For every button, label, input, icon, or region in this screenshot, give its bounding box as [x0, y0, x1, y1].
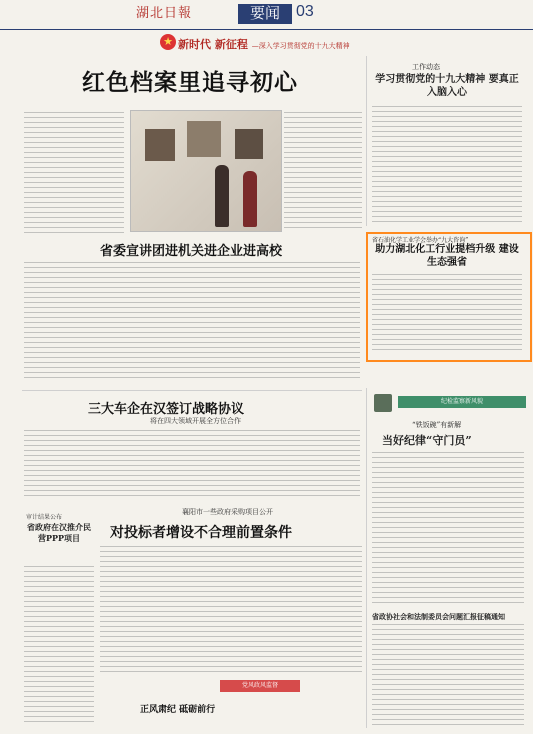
framed-portrait [145, 129, 175, 161]
section-label: 要闻 [238, 4, 292, 24]
second-headline: 省委宣讲团进机关进企业进高校 [100, 244, 283, 259]
right-top-headline: 学习贯彻党的十九大精神 要真正入脑入心 [375, 74, 519, 98]
fourth-kicker: 襄阳市一些政府采购项目公开 [182, 508, 273, 516]
right-top-body [372, 106, 522, 224]
section-divider [22, 390, 362, 391]
banner-subtitle: —深入学习贯彻党的十九大精神 [251, 42, 350, 50]
framed-portrait [187, 121, 221, 157]
right-mid-headline: 当好纪律“守门员” [382, 434, 472, 447]
column-divider [366, 56, 367, 226]
column-photo [374, 394, 392, 412]
newspaper-logo: 湖北日報 [136, 6, 193, 21]
second-body [24, 262, 360, 382]
right-mid-body [372, 452, 524, 604]
highlighted-kicker: 省石油化学工业学会举办“九大咨询” [372, 237, 469, 244]
fourth-headline: 对投标者增设不合理前置条件 [110, 525, 292, 541]
right-bottom-headline: 省政协社会和法制委员会问题汇报征稿通知 [372, 612, 505, 621]
left-box-kicker: 审计结果公布 [26, 514, 63, 521]
lead-photo [130, 110, 282, 232]
lead-headline: 红色档案里追寻初心 [82, 69, 298, 96]
right-bottom-body [372, 624, 524, 728]
banner-title: 新时代 新征程 [178, 38, 248, 51]
highlighted-body [372, 274, 522, 354]
right-mid-kicker: “铁饭碗”有新解 [412, 421, 462, 429]
banner [178, 36, 350, 52]
visitor-figure [243, 171, 257, 227]
lead-body-text-right [284, 112, 362, 232]
lead-body-text [24, 112, 124, 236]
column-divider [366, 388, 367, 728]
highlighted-headline: 助力湖北化工行业提档升级 建设生态强省 [375, 244, 519, 268]
left-box-body [24, 566, 94, 726]
right-top-kicker: 工作动态 [412, 63, 440, 71]
third-subheadline: 将在四大领域开展全方位合作 [150, 417, 241, 425]
visitor-figure [215, 165, 229, 227]
party-emblem-icon: ★ [160, 34, 176, 50]
party-style-bar: 党风政风监督 [220, 680, 300, 692]
left-box-headline: 省政府在汉推介民营PPP项目 [27, 522, 91, 543]
page-number: 03 [296, 3, 314, 20]
masthead-rule [0, 29, 533, 30]
framed-portrait [235, 129, 263, 159]
third-headline: 三大车企在汉签订战略协议 [88, 402, 245, 417]
third-body [24, 430, 360, 496]
green-section-bar: 纪检监察新风貌 [398, 396, 526, 408]
fourth-body [100, 546, 362, 674]
bottom-headline: 正风肃纪 砥砺前行 [140, 705, 216, 715]
